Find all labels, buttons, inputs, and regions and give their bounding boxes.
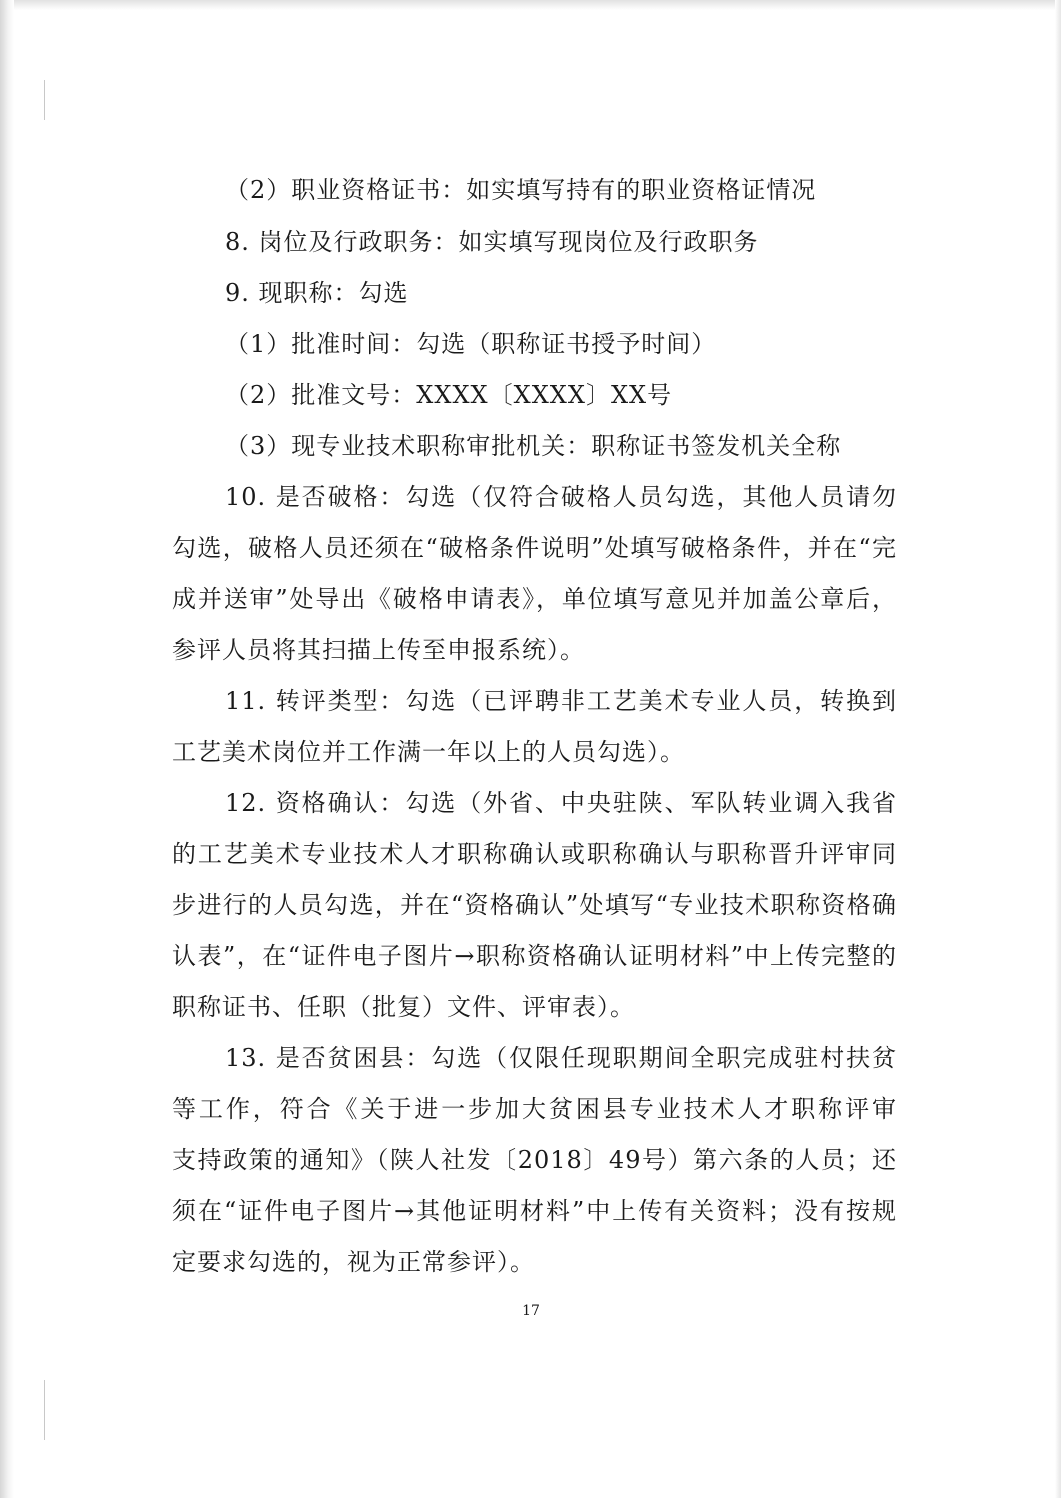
text-line: 11. 转评类型：勾选（已评聘非工艺美术专业人员，转换到	[225, 687, 897, 715]
text-line: 等工作，符合《关于进一步加大贫困县专业技术人才职称评审	[172, 1095, 897, 1123]
text-line: 9. 现职称：勾选	[225, 279, 409, 307]
text-line: （2）批准文号：XXXX〔XXXX〕XX号	[225, 381, 673, 409]
text-line: 须在“证件电子图片→其他证明材料”中上传有关资料；没有按规	[172, 1197, 897, 1225]
page-number: 17	[522, 1303, 540, 1319]
text-line: 职称证书、任职（批复）文件、评审表）。	[172, 993, 635, 1021]
text-line: （3）现专业技术职称审批机关：职称证书签发机关全称	[225, 432, 842, 460]
text-line: 10. 是否破格：勾选（仅符合破格人员勾选，其他人员请勿	[225, 483, 897, 511]
text-line: 成并送审”处导出《破格申请表》，单位填写意见并加盖公章后，	[172, 585, 897, 613]
text-line: 12. 资格确认：勾选（外省、中央驻陕、军队转业调入我省	[225, 789, 897, 817]
text-line: 勾选，破格人员还须在“破格条件说明”处填写破格条件，并在“完	[172, 534, 897, 562]
text-line: 步进行的人员勾选，并在“资格确认”处填写“专业技术职称资格确	[172, 891, 897, 919]
scan-mark-bottom	[44, 1380, 45, 1440]
text-line: 认表”，在“证件电子图片→职称资格确认证明材料”中上传完整的	[172, 942, 897, 970]
text-line: 的工艺美术专业技术人才职称确认或职称确认与职称晋升评审同	[172, 840, 897, 868]
text-line: 工艺美术岗位并工作满一年以上的人员勾选）。	[172, 738, 685, 766]
scan-edge-right	[1055, 0, 1061, 1498]
text-line: 8. 岗位及行政职务：如实填写现岗位及行政职务	[225, 228, 759, 256]
scan-mark-top	[44, 80, 45, 120]
text-line: 定要求勾选的，视为正常参评）。	[172, 1248, 535, 1276]
text-line: 参评人员将其扫描上传至申报系统）。	[172, 636, 585, 664]
text-line: （2）职业资格证书：如实填写持有的职业资格证情况	[225, 176, 817, 204]
text-line: 支持政策的通知》（陕人社发〔2018〕49号）第六条的人员；还	[172, 1146, 897, 1174]
scan-edge-top	[0, 0, 1061, 10]
text-line: （1）批准时间：勾选（职称证书授予时间）	[225, 330, 717, 358]
scan-edge-left	[0, 0, 14, 1498]
text-line: 13. 是否贫困县：勾选（仅限任现职期间全职完成驻村扶贫	[225, 1044, 897, 1072]
